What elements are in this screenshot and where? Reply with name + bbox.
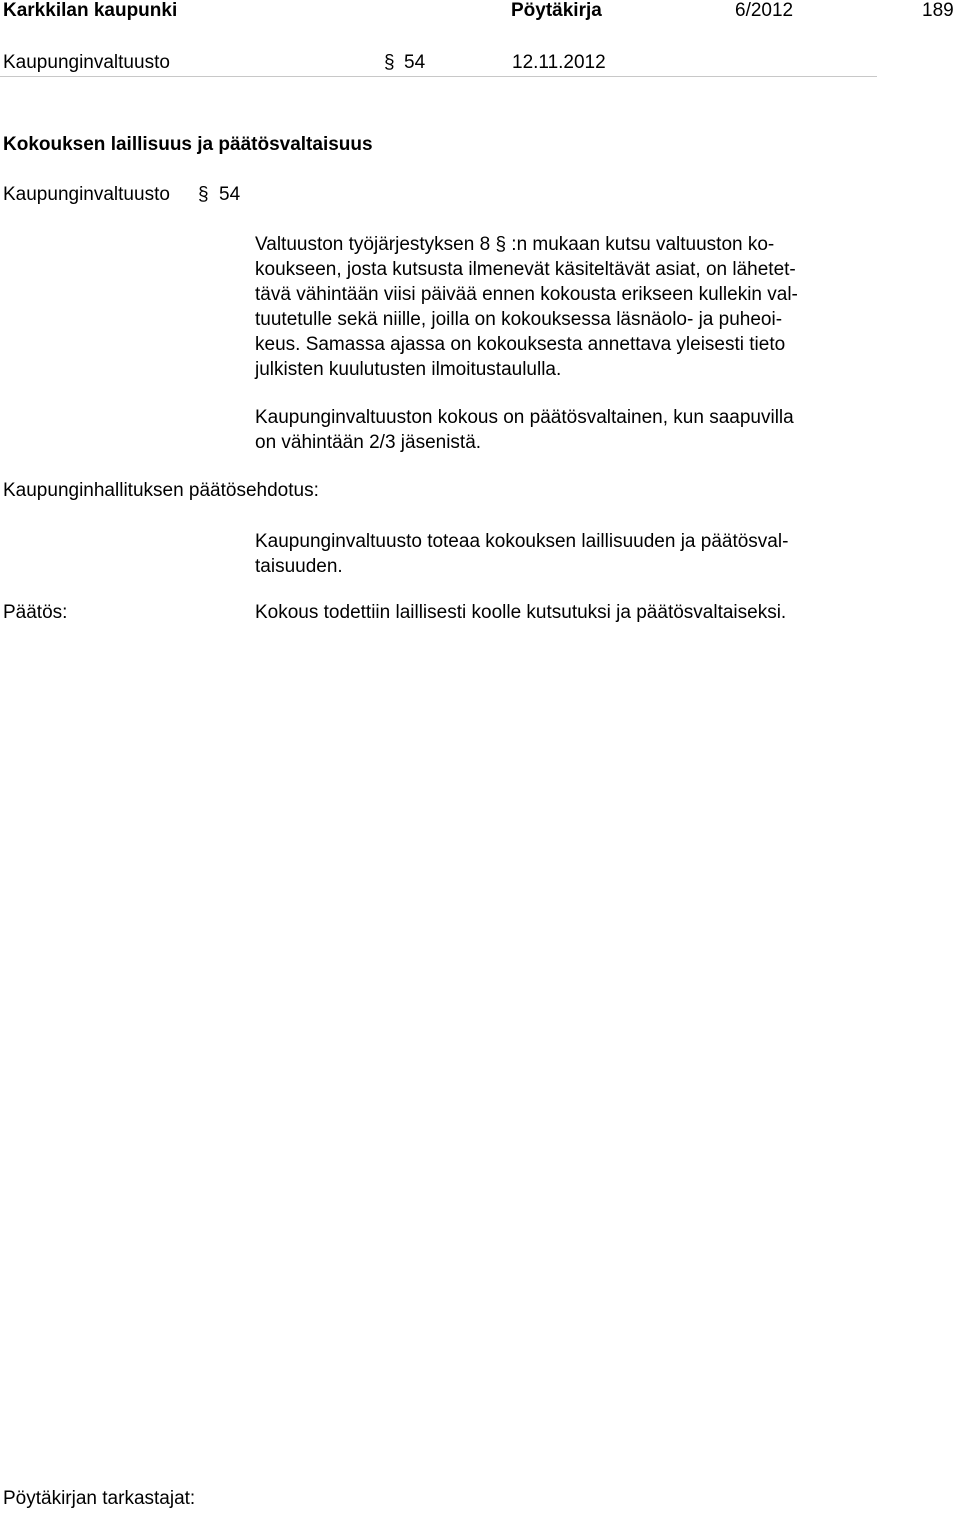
- intro-paragraph: [255, 232, 875, 382]
- intro-line: tävä vähintään viisi päivää ennen kokousta erikseen kullekin val-: [255, 284, 798, 305]
- header-divider: [0, 76, 877, 77]
- decision-label: Päätös:: [3, 602, 68, 623]
- intro-line: julkisten kuulutusten ilmoitustaululla.: [255, 359, 562, 380]
- page-number: 189: [922, 0, 954, 21]
- quorum-paragraph: [255, 405, 875, 455]
- quorum-line: on vähintään 2/3 jäsenistä.: [255, 432, 482, 453]
- item-title: Kokouksen laillisuus ja päätösvaltaisuus: [3, 134, 373, 155]
- header-section-number: 54: [404, 52, 426, 73]
- reviewers-label: Pöytäkirjan tarkastajat:: [3, 1488, 196, 1509]
- item-body-name: Kaupunginvaltuusto: [3, 184, 170, 205]
- header-section-symbol: §: [384, 52, 395, 73]
- decision-text: Kokous todettiin laillisesti koolle kutsutuksi ja päätösvaltaiseksi.: [255, 602, 787, 623]
- quorum-line: Kaupunginvaltuuston kokous on päätösvaltainen, kun saapuvilla: [255, 407, 794, 428]
- header-body-name: Kaupunginvaltuusto: [3, 52, 170, 73]
- proposal-label: Kaupunginhallituksen päätösehdotus:: [3, 480, 319, 501]
- item-section-symbol: §: [198, 184, 209, 205]
- item-section-number: 54: [219, 184, 241, 205]
- proposal-line: Kaupunginvaltuusto toteaa kokouksen laillisuuden ja päätösval-: [255, 531, 789, 552]
- issue-number: 6/2012: [735, 0, 794, 21]
- meeting-date: 12.11.2012: [512, 52, 606, 73]
- municipality-name: Karkkilan kaupunki: [3, 0, 178, 21]
- intro-line: keus. Samassa ajassa on kokouksesta annettava yleisesti tieto: [255, 334, 786, 355]
- proposal-line: taisuuden.: [255, 556, 343, 577]
- intro-line: Valtuuston työjärjestyksen 8 § :n mukaan kutsu valtuuston ko-: [255, 234, 775, 255]
- intro-line: koukseen, josta kutsusta ilmenevät käsiteltävät asiat, on lähetet-: [255, 259, 796, 280]
- document-type: Pöytäkirja: [511, 0, 602, 21]
- intro-line: tuutetulle sekä niille, joilla on kokouksessa läsnäolo- ja puheoi-: [255, 309, 783, 330]
- proposal-paragraph: [255, 529, 875, 579]
